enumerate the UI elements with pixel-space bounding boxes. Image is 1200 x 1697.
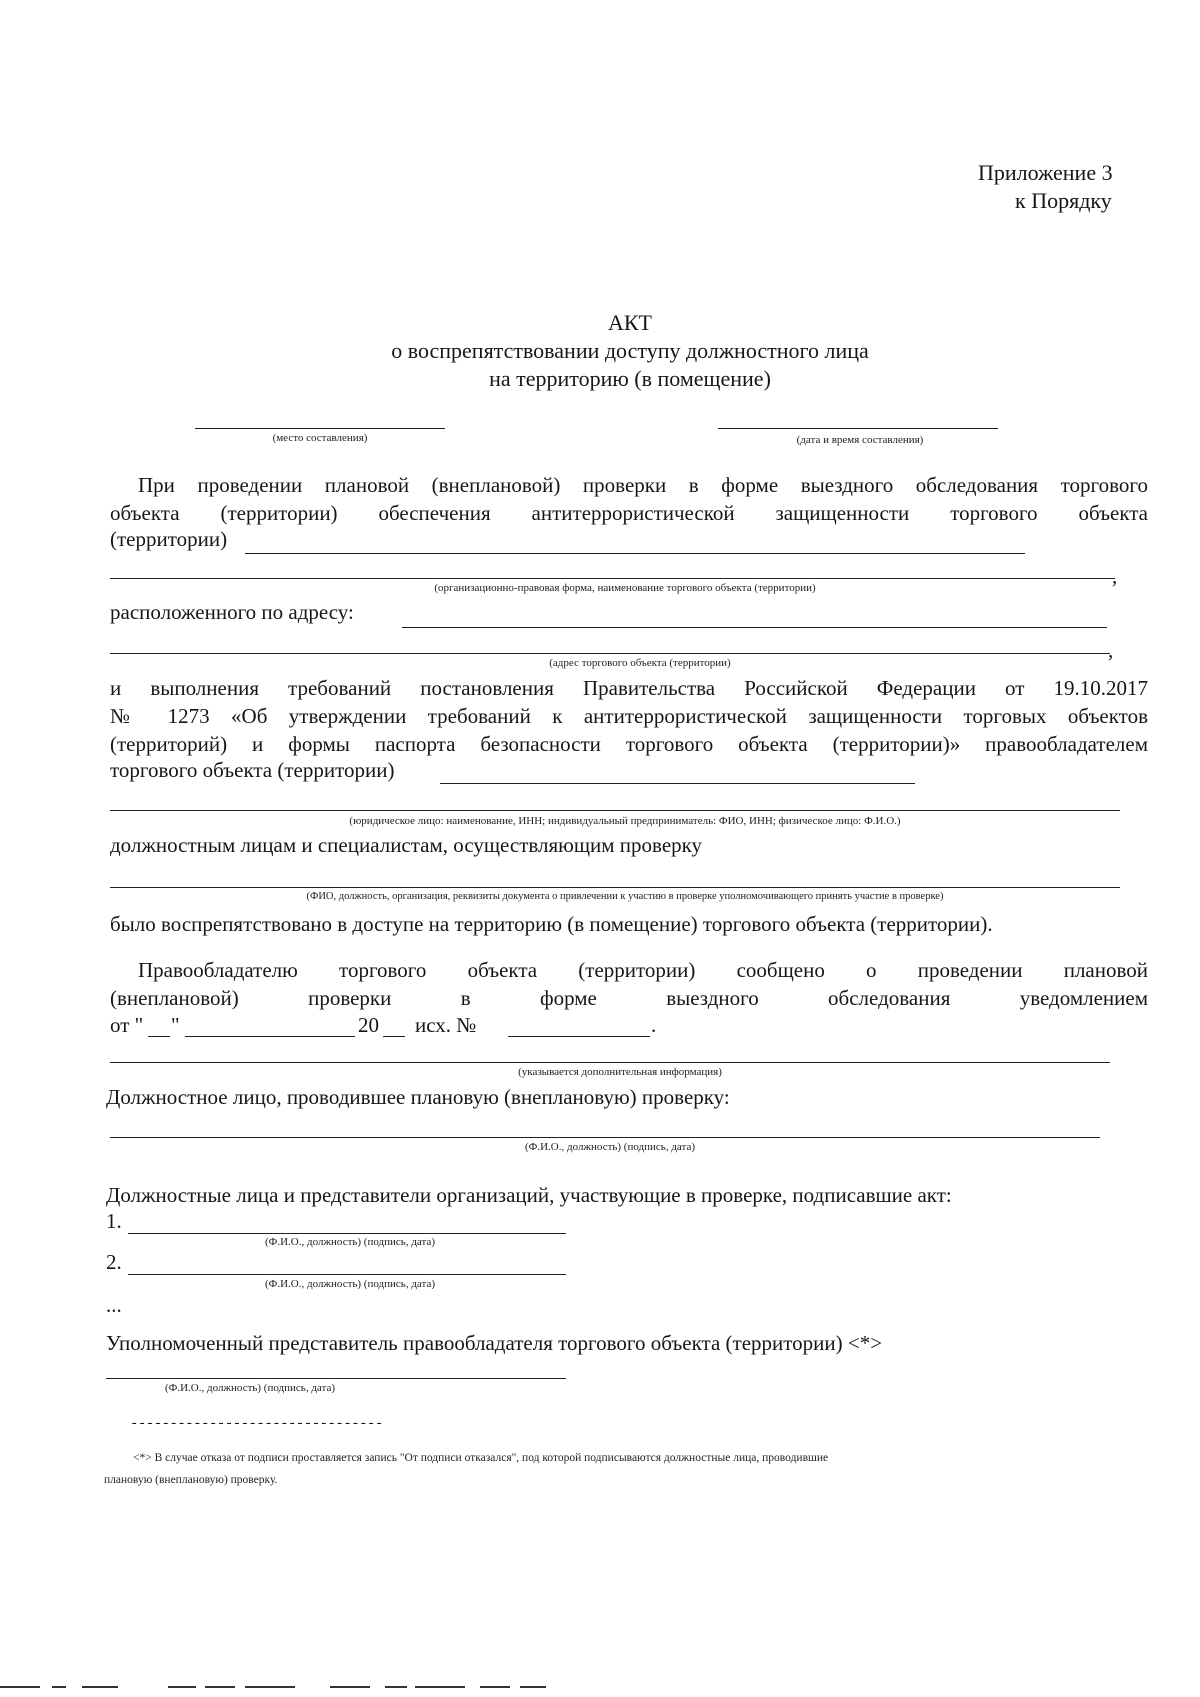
participant-2-caption: (Ф.И.О., должность) (подпись, дата) bbox=[265, 1278, 435, 1290]
notice-period: . bbox=[651, 1013, 657, 1037]
participant-1-number: 1. bbox=[106, 1209, 122, 1233]
address-field-line-1 bbox=[402, 627, 1107, 628]
footnote-separator: -------------------------------- bbox=[130, 1416, 383, 1432]
notice-year-line bbox=[383, 1036, 405, 1037]
appendix-number: Приложение 3 bbox=[978, 160, 1113, 185]
additional-info-caption: (указывается дополнительная информация) bbox=[518, 1066, 722, 1078]
address-field-line-2 bbox=[110, 653, 1110, 654]
date-caption: (дата и время составления) bbox=[796, 434, 924, 446]
place-caption: (место составления) bbox=[272, 432, 368, 444]
paragraph-2-line-1: и выполнения требований постановления Правительства Российской Федерации от 19.10.2017 bbox=[110, 676, 1148, 700]
representative-signature-line bbox=[106, 1378, 566, 1379]
participant-2-line bbox=[128, 1274, 566, 1275]
rightholder-details-line bbox=[110, 810, 1120, 811]
rightholder-name-line bbox=[440, 783, 915, 784]
notice-from-label: от " bbox=[110, 1013, 144, 1037]
notice-number-line bbox=[508, 1036, 650, 1037]
rightholder-caption: (юридическое лицо: наименование, ИНН; индивидуальный предприниматель: ФИО, ИНН; физическое лицо: Ф.И.О.) bbox=[349, 815, 901, 827]
obstruction-statement: было воспрепятствовано в доступе на территорию (в помещение) торгового объекта (территории). bbox=[110, 912, 993, 936]
org-form-caption: (организационно-правовая форма, наименование торгового объекта (территории) bbox=[434, 582, 816, 594]
date-field-line bbox=[718, 428, 998, 429]
participant-1-caption: (Ф.И.О., должность) (подпись, дата) bbox=[265, 1236, 435, 1248]
participant-2-number: 2. bbox=[106, 1250, 122, 1274]
paragraph-2-line-2: № 1273 «Об утверждении требований к антитеррористической защищенности торговых объектов bbox=[110, 704, 1148, 728]
participant-1-line bbox=[128, 1233, 566, 1234]
address-comma: , bbox=[1108, 638, 1114, 662]
officials-label: должностным лицам и специалистам, осуществляющим проверку bbox=[110, 833, 703, 857]
appendix-reference: к Порядку bbox=[1015, 188, 1112, 213]
officials-caption: (ФИО, должность, организация, реквизиты документа о привлечении к участию в проверке уполномочивающего принять участие в проверке) bbox=[306, 891, 944, 902]
notice-year-prefix: 20 bbox=[358, 1013, 379, 1037]
paragraph-2-line-3: (территорий) и формы паспорта безопасности торгового объекта (территории)» правообладателем bbox=[110, 732, 1148, 756]
object-name-line bbox=[245, 553, 1025, 554]
document-title: АКТ bbox=[608, 310, 652, 335]
address-caption: (адрес торгового объекта (территории) bbox=[549, 657, 731, 669]
inspector-label: Должностное лицо, проводившее плановую (внеплановую) проверку: bbox=[106, 1085, 730, 1109]
participants-ellipsis: ... bbox=[106, 1293, 122, 1317]
officials-field-line bbox=[110, 887, 1120, 888]
representative-label: Уполномоченный представитель правообладателя торгового объекта (территории) <*> bbox=[106, 1331, 883, 1355]
place-field-line bbox=[195, 428, 445, 429]
document-subtitle-2: на территорию (в помещение) bbox=[489, 366, 771, 391]
paragraph-1-line-2: объекта (территории) обеспечения антитеррористической защищенности торгового объекта bbox=[110, 501, 1148, 525]
org-form-line bbox=[110, 578, 1115, 579]
notice-outgoing-number-label: исх. № bbox=[415, 1013, 477, 1037]
footnote-line-1: <*> В случае отказа от подписи проставляется запись "От подписи отказался", под которой подписываются должностные лица, проводившие bbox=[133, 1452, 829, 1464]
paragraph-1-line-1: При проведении плановой (внеплановой) проверки в форме выездного обследования торгового bbox=[138, 473, 1148, 497]
address-label: расположенного по адресу: bbox=[110, 600, 354, 624]
representative-caption: (Ф.И.О., должность) (подпись, дата) bbox=[165, 1382, 335, 1394]
paragraph-3-line-1: Правообладателю торгового объекта (территории) сообщено о проведении плановой bbox=[138, 958, 1148, 982]
paragraph-2-line-4: торгового объекта (территории) bbox=[110, 758, 395, 782]
participants-label: Должностные лица и представители организаций, участвующие в проверке, подписавшие акт: bbox=[106, 1183, 952, 1207]
paragraph-1-line-3: (территории) bbox=[110, 527, 228, 551]
inspector-signature-line bbox=[110, 1137, 1100, 1138]
footnote-line-2: плановую (внеплановую) проверку. bbox=[104, 1474, 278, 1486]
notice-month-line bbox=[185, 1036, 355, 1037]
notice-day-line bbox=[148, 1036, 170, 1037]
notice-quote-close: " bbox=[171, 1013, 180, 1037]
additional-info-line bbox=[110, 1062, 1110, 1063]
inspector-caption: (Ф.И.О., должность) (подпись, дата) bbox=[525, 1141, 695, 1153]
org-form-comma: , bbox=[1112, 564, 1118, 588]
paragraph-3-line-2: (внеплановой) проверки в форме выездного обследования уведомлением bbox=[110, 986, 1148, 1010]
document-subtitle-1: о воспрепятствовании доступу должностного лица bbox=[391, 338, 869, 363]
